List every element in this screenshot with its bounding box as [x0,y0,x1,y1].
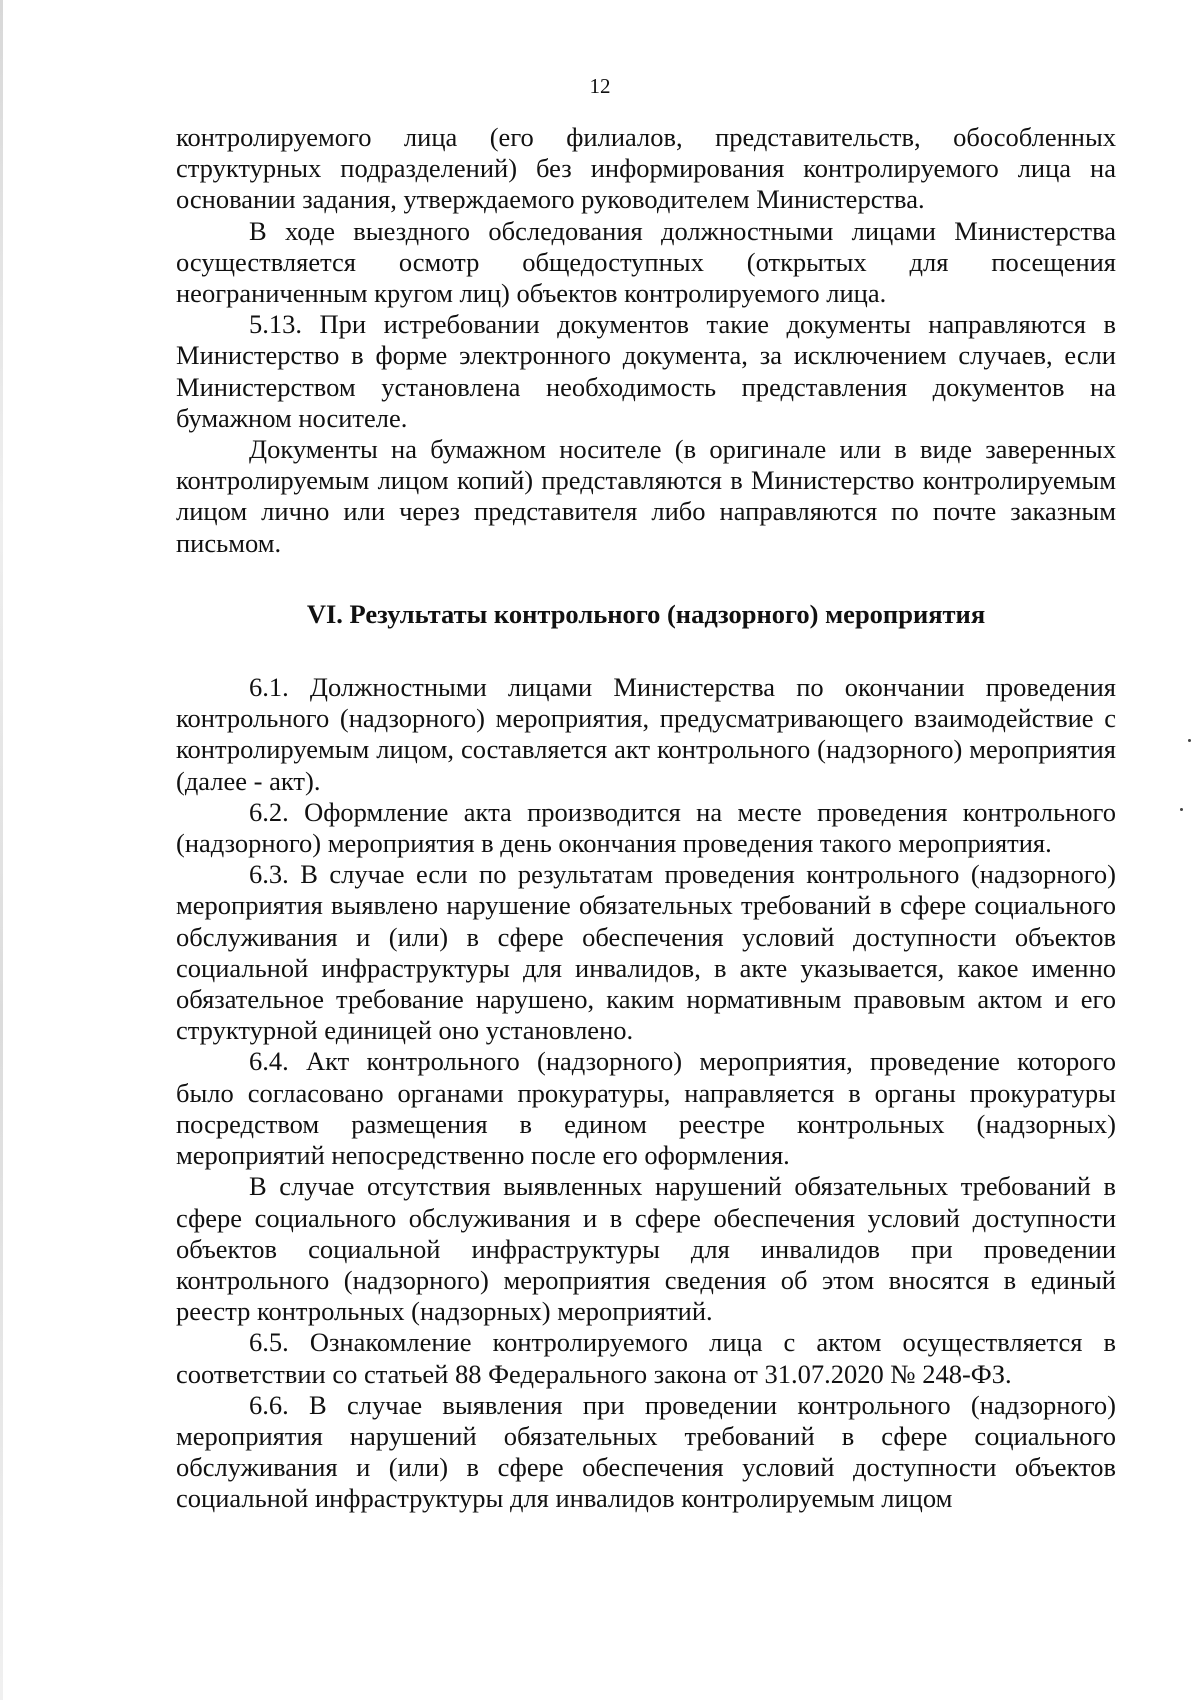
paragraph-5-13: 5.13. При истребовании документов такие документы направляются в Министерство в форме электронного документа, за исключением случаев, если Министерством установлена необходимость представления документов на бумажном носителе. [176,309,1116,433]
scan-speck [1180,808,1183,811]
paragraph-6-1: 6.1. Должностными лицами Министерства по окончании проведения контрольного (надзорного) мероприятия, предусматривающего взаимодействие с контролируемым лицом, составляется акт контрольного (надзорного) мероприятия (далее - акт). [176,672,1116,796]
section-heading: VI. Результаты контрольного (надзорного) мероприятия [306,598,986,629]
paragraph: Документы на бумажном носителе (в оригинале или в виде заверенных контролируемым лицом копий) представляются в Министерство контролируемым лицом лично или через представителя либо направляются по почте заказным письмом. [176,434,1116,558]
paragraph-6-3: 6.3. В случае если по результатам проведения контрольного (надзорного) мероприятия выявлено нарушение обязательных требований в сфере социального обслуживания и (или) в сфере обеспечения условий доступности объектов социальной инфраструктуры для инвалидов, в акте указывается, какое именно обязательное требование нарушено, каким нормативным правовым актом и его структурной единицей оно установлено. [176,859,1116,1046]
paragraph-6-2: 6.2. Оформление акта производится на месте проведения контрольного (надзорного) мероприятия в день окончания проведения такого мероприятия. [176,796,1116,859]
paragraph-6-5: 6.5. Ознакомление контролируемого лица с актом осуществляется в соответствии со статьей 88 Федерального закона от 31.07.2020 № 248-ФЗ. [176,1327,1116,1389]
paragraph-6-6: 6.6. В случае выявления при проведении контрольного (надзорного) мероприятия нарушений обязательных требований в сфере социального обслуживания и (или) в сфере обеспечения условий доступности объектов социальной инфраструктуры для инвалидов контролируемым лицом [176,1389,1116,1514]
document-body [176,122,1116,1515]
paragraph: В ходе выездного обследования должностными лицами Министерства осуществляется осмотр общедоступных (открытых для посещения неограниченным кругом лиц) объектов контролируемого лица. [176,215,1116,309]
paragraph-6-4: 6.4. Акт контрольного (надзорного) мероприятия, проведение которого было согласовано органами прокуратуры, направляется в органы прокуратуры посредством размещения в едином реестре контрольных (надзорных) мероприятий непосредственно после его оформления. [176,1046,1116,1171]
paragraph: В случае отсутствия выявленных нарушений обязательных требований в сфере социального обслуживания и в сфере обеспечения условий доступности объектов социальной инфраструктуры для инвалидов при проведении контрольного (надзорного) мероприятия сведения об этом вносятся в единый реестр контрольных (надзорных) мероприятий. [176,1171,1116,1327]
page-number: 12 [589,74,611,98]
paragraph-continuation: контролируемого лица (его филиалов, представительств, обособленных структурных подразделений) без информирования контролируемого лица на основании задания, утверждаемого руководителем Министерства. [176,122,1116,215]
scan-edge [0,0,3,1700]
scan-speck [1188,739,1191,742]
